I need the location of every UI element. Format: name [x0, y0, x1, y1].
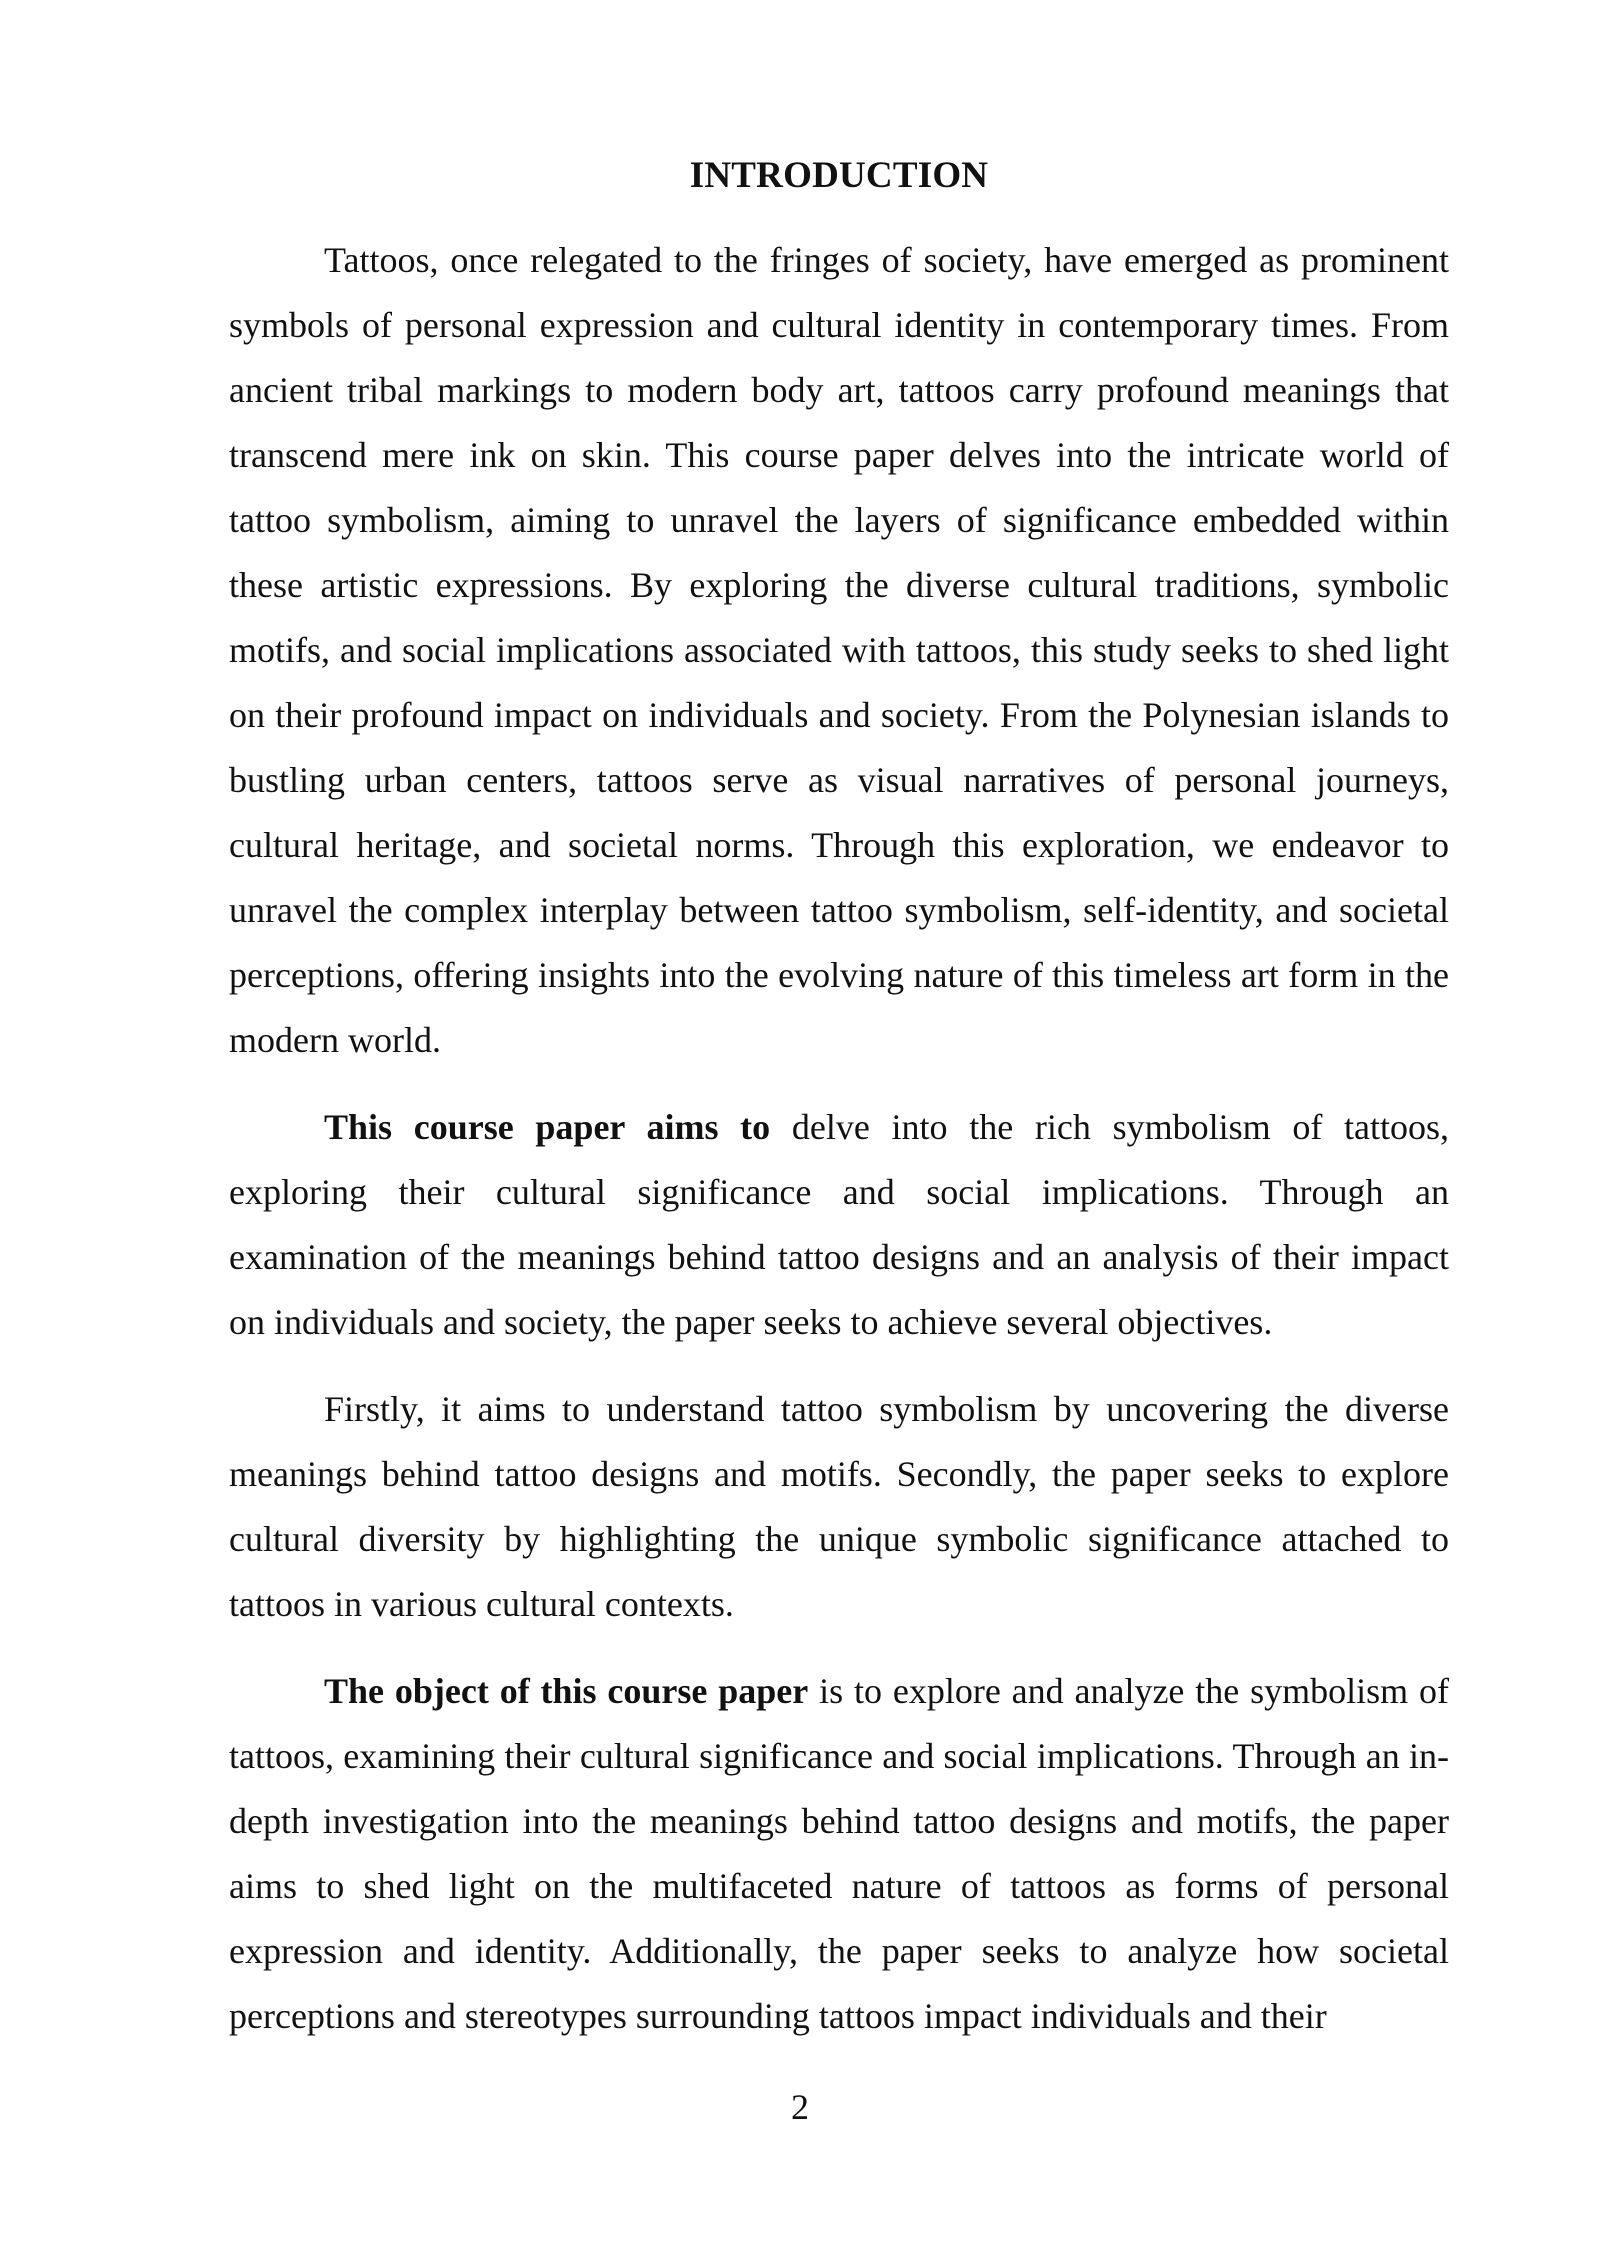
section-heading: INTRODUCTION	[689, 155, 989, 196]
paragraph-lead-bold: This course paper aims to	[324, 1107, 771, 1147]
paragraph-objectives	[229, 1377, 1449, 1637]
paragraph-intro	[229, 228, 1449, 1073]
paragraph-object	[229, 1659, 1449, 2049]
paragraph-aims	[229, 1095, 1449, 1355]
paragraph-lead-bold: The object of this course paper	[324, 1671, 809, 1711]
page-content	[229, 146, 1449, 2071]
paragraph-text: Tattoos, once relegated to the fringes of society, have emerged as prominent symbols of personal expression and cultural identity in contemporary times. From ancient tribal markings to modern body art, tattoos carry profound meanings that transcend mere ink on skin. This course paper delves into the intricate world of tattoo symbolism, aiming to unravel the layers of significance embedded within these artistic expressions. By exploring the diverse cultural traditions, symbolic motifs, and social implications associated with tattoos, this study seeks to shed light on their profound impact on individuals and society. From the Polynesian islands to bustling urban centers, tattoos serve as visual narratives of personal journeys, cultural heritage, and societal norms. Through this exploration, we endeavor to unravel the complex interplay between tattoo symbolism, self-identity, and societal perceptions, offering insights into the evolving nature of this timeless art form in the modern world.	[229, 240, 1449, 1060]
page-number: 2	[791, 2087, 809, 2127]
paragraph-text: is to explore and analyze the symbolism of tattoos, examining their cultural significance and social implications. Through an in-depth investigation into the meanings behind tattoo designs and motifs, the paper aims to shed light on the multifaceted nature of tattoos as forms of personal expression and identity. Additionally, the paper seeks to analyze how societal perceptions and stereotypes surrounding tattoos impact individuals and their	[229, 1671, 1449, 2036]
paragraph-text: delve into the rich symbolism of tattoos, exploring their cultural significance and social implications. Through an examination of the meanings behind tattoo designs and an analysis of their impact on individuals and society, the paper seeks to achieve several objectives.	[229, 1107, 1450, 1342]
paragraph-text: Firstly, it aims to understand tattoo symbolism by uncovering the diverse meanings behind tattoo designs and motifs. Secondly, the paper seeks to explore cultural diversity by highlighting the unique symbolic significance attached to tattoos in various cultural contexts.	[229, 1389, 1449, 1624]
